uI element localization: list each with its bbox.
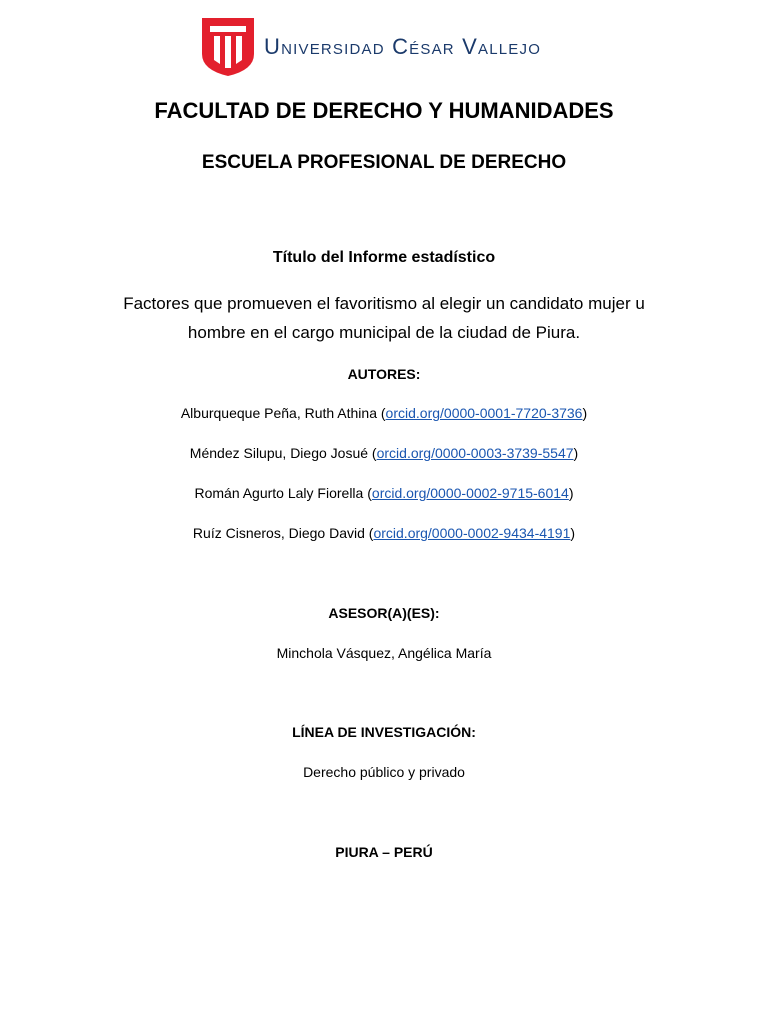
place: PIURA – PERÚ [335, 844, 433, 860]
orcid-link[interactable]: orcid.org/0000-0001-7720-3736 [385, 405, 583, 421]
author-name: Méndez Silupu, Diego Josué [189, 445, 369, 461]
orcid-link[interactable]: orcid.org/0000-0002-9715-6014 [371, 485, 569, 501]
author-name: Alburqueque Peña, Ruth Athina [180, 405, 377, 421]
advisor-name: Minchola Vásquez, Angélica María [276, 645, 492, 661]
advisor-label: ASESOR(A)(ES): [328, 605, 440, 621]
author-line: Méndez Silupu, Diego Josué (orcid.org/0000-0003-3739-5547) [189, 445, 579, 461]
authors-label: AUTORES: [347, 366, 421, 382]
faculty-title: FACULTAD DE DERECHO Y HUMANIDADES [154, 98, 614, 123]
university-name: Universidad César Vallejo [264, 34, 542, 59]
report-title: Factores que promueven el favoritismo al elegir un candidato mujer u hombre en el cargo municipal de la ciudad de Piura. [123, 294, 645, 342]
orcid-link[interactable]: orcid.org/0000-0003-3739-5547 [376, 445, 574, 461]
school-title: ESCUELA PROFESIONAL DE DERECHO [201, 152, 567, 173]
author-name: Ruíz Cisneros, Diego David [192, 525, 365, 541]
university-shield-icon [200, 14, 256, 78]
report-title-label: Título del Informe estadístico [272, 249, 496, 266]
university-logo [200, 14, 590, 78]
author-name: Román Agurto Laly Fiorella [194, 485, 364, 501]
author-line: Alburqueque Peña, Ruth Athina (orcid.org/0000-0001-7720-3736) [180, 405, 588, 421]
author-line: Ruíz Cisneros, Diego David (orcid.org/0000-0002-9434-4191) [192, 525, 576, 541]
research-line-value: Derecho público y privado [303, 764, 465, 780]
author-line: Román Agurto Laly Fiorella (orcid.org/0000-0002-9715-6014) [194, 485, 574, 501]
research-line-label: LÍNEA DE INVESTIGACIÓN: [292, 724, 476, 740]
orcid-link[interactable]: orcid.org/0000-0002-9434-4191 [373, 525, 571, 541]
